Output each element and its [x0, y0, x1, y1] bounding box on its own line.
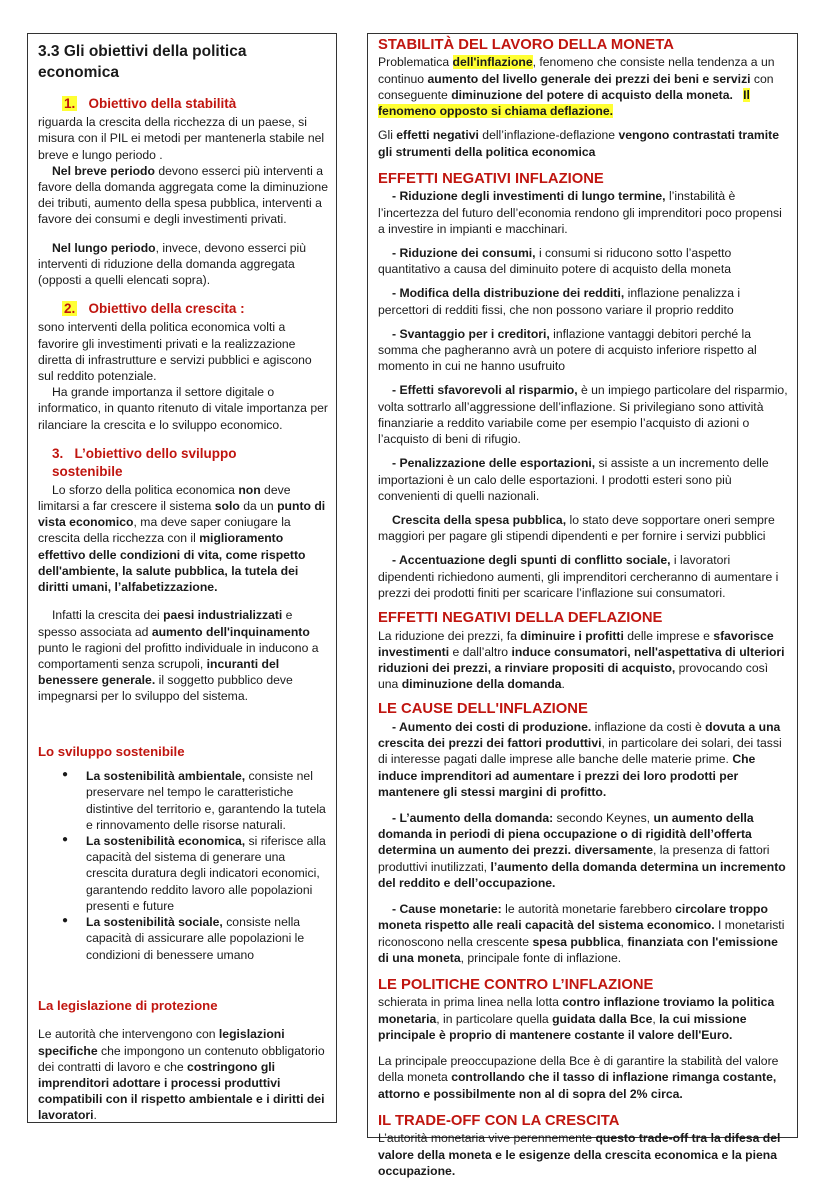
- policies-bce: La principale preoccupazione della Bce è di garantire la stabilità del valore della moneta controllando che il tasso di inflazione rimanga costante, attorno e possibilmente non al di sopra del 2% circa.: [378, 1054, 779, 1101]
- objective-2-label: Obiettivo della crescita :: [88, 301, 245, 317]
- left-column: [27, 33, 337, 1123]
- short-term-label: Nel breve periodo: [52, 163, 155, 178]
- stability-heading: STABILITÀ DEL LAVORO DELLA MONETA: [378, 37, 674, 53]
- tradeoff-text: L’autorità monetaria vive perennemente questo trade-off tra la difesa del valore della moneta e le esigenze della crescita economica e la piena occupazione.: [378, 1131, 781, 1178]
- list-item: ● La sostenibilità economica, si riferisce alla capacità del sistema di generare una crescita duratura degli indicatori economici, garantendo reddito lavoro alle popolazioni presenti e future: [86, 833, 328, 914]
- cause-demand: - L’aumento della domanda: secondo Keynes, un aumento della domanda in periodi di piena occupazione o di rigidità dell’offerta determina un aumento dei prezzi. diversamente, la presenza di fattori produttivi inutilizzati, l’aumento della domanda determina un incremento del reddito e dell’occupazione.: [378, 811, 786, 890]
- objective-3-industrial: Infatti la crescita dei paesi industrializzati e spesso associata ad aumento dell'inquinamento punto le ragioni del profitto individuale in inducono a comportamenti senza scrupoli, incuranti del benessere generale. il soggetto pubblico deve impegnarsi per lo sviluppo del sistema.: [38, 608, 319, 704]
- long-term-label: Nel lungo periodo: [52, 240, 156, 255]
- short-term-text: devono esserci più interventi a favore della domanda aggregata come la diminuzione dei tributi, aumento della spesa pubblica, interventi a favore dei consumi e degli investimenti privati.: [38, 163, 328, 227]
- objective-1-text: riguarda la crescita della ricchezza di un paese, si misura con il PIL ei metodi per mantenerla stabile nel breve e lungo periodo .: [38, 115, 325, 162]
- long-term-paragraph: [38, 240, 328, 289]
- objective-3-number: 3.: [52, 445, 64, 461]
- list-item: - Modifica della distribuzione dei redditi, inflazione penalizza i percettori di redditi fissi, che non possono variare il proprio reddito: [378, 286, 741, 317]
- policies-text: schierata in prima linea nella lotta contro inflazione troviamo la politica monetaria, in particolare quella guidata dalla Bce, la cui missione principale è proprio di mantenere costante il valore dell'Euro.: [378, 995, 775, 1042]
- list-item: - Accentuazione degli spunti di conflitto sociale, i lavoratori dipendenti richiedono aumenti, gli imprenditori cercheranno di aumentare i prezzi dei prodotti finiti per scaricare l’inflazione sui consumatori.: [378, 553, 779, 600]
- long-term-text: , invece, devono esserci più interventi di riduzione della domanda aggregata (opposti a quelli elencati sopra).: [38, 240, 306, 288]
- inflation-effects-heading: EFFETTI NEGATIVI INFLAZIONE: [378, 170, 604, 187]
- list-item: - Riduzione dei consumi, i consumi si riducono sotto l’aspetto quantitativo a causa del diminuito potere di acquisto della moneta: [378, 245, 732, 277]
- sustainable-heading: Lo sviluppo sostenibile: [38, 743, 185, 759]
- stability-text: Problematica dell'inflazione, fenomeno che consiste nella tendenza a un continuo aumento del livello generale dei prezzi dei beni e servizi con conseguente diminuzione del potere di acquisto della moneta. Il fenomeno opposto si chiama deflazione.: [378, 55, 775, 119]
- list-item: - Svantaggio per i creditori, inflazione vantaggi debitori perché la somma che pagheranno avrà un potere di acquisto inferiore rispetto al momento in cui ne hanno usufruito: [378, 326, 757, 374]
- list-item: - Penalizzazione delle esportazioni, si assiste a un incremento delle importazioni è un calo delle esportazioni. I prodotti esteri sono più convenienti di quelli nazionali.: [378, 456, 769, 503]
- legislation-text: Le autorità che intervengono con legislazioni specifiche che impongono un contenuto obbligatorio dei contratti di lavoro e che costringono gli imprenditori adottare i processi produttivi compatibili con il rispetto ambientale e i diritti dei lavoratori.: [38, 1027, 325, 1123]
- right-column: [367, 33, 798, 1178]
- objective-2-text: sono interventi della politica economica volti a favorire gli investimenti privati e la realizzazione diretta di infrastrutture e servizi pubblici e agiscono sul reddito potenziale.: [38, 320, 312, 383]
- deflation-effects-text: La riduzione dei prezzi, fa diminuire i profitti delle imprese e sfavorisce investimenti e dall’altro induce consumatori, nell'aspettativa di ulteriori riduzioni dei prezzi, a rinviare propositi di acquisto, provocando così una diminuzione della domanda.: [378, 628, 785, 692]
- deflation-effects-heading: EFFETTI NEGATIVI DELLA DEFLAZIONE: [378, 610, 663, 627]
- list-item: Crescita della spesa pubblica, lo stato deve sopportare oneri sempre maggiori per pagare gli stipendi dipendenti e per fornire i servizi pubblici: [378, 513, 775, 544]
- objective-2-number: 2.: [64, 301, 76, 317]
- objective-3-heading: [52, 445, 272, 481]
- objective-1-label: Obiettivo della stabilità: [88, 96, 237, 112]
- objective-3-text: Lo sforzo della politica economica non deve limitarsi a far crescere il sistema solo da un punto di vista economico, ma deve saper coniugare la crescita della ricchezza con il miglioramento effettivo delle condizioni di vita, come rispetto dell'ambiente, la salute pubblica, la tutela dei diritti umani, l’alfabetizzazione.: [38, 482, 326, 595]
- tradeoff-heading: IL TRADE-OFF CON LA CRESCITA: [378, 1112, 620, 1129]
- objective-2-digital: Ha grande importanza il settore digitale o informatico, in quanto ritenuto di vitale importanza per rilanciare la crescita e lo sviluppo economico.: [38, 385, 328, 432]
- objective-1-number: 1.: [64, 96, 76, 112]
- inflation-causes-heading: LE CAUSE DELL'INFLAZIONE: [378, 701, 588, 718]
- legislation-heading: La legislazione di protezione: [38, 997, 218, 1013]
- list-item: - Riduzione degli investimenti di lungo termine, l’instabilità è l’incertezza del futuro dell’economia rendono gli imprenditori poco propensi a investire in impianti e macchinari.: [378, 189, 782, 236]
- list-item: ● La sostenibilità sociale, consiste nella capacità di assicurare alle popolazioni le condizioni di benessere umano: [86, 914, 328, 963]
- cause-costs: - Aumento dei costi di produzione. inflazione da costi è dovuta a una crescita dei prezzi dei fattori produttivi, in particolare dei solari, dei tassi di interesse pagati dalle imprese alle banche delle materie prime. Che induce imprenditori ad aumentare i prezzi dei loro prodotti per mantenere gli stessi margini di profitto.: [378, 719, 782, 799]
- section-title: 3.3 Gli obiettivi della politica economica: [38, 43, 247, 81]
- list-item: ● La sostenibilità ambientale, consiste nel preservare nel tempo le caratteristiche distintive del territorio e, garantendo la tutela e rinnovamento delle risorse naturali.: [86, 768, 328, 833]
- list-item: - Effetti sfavorevoli al risparmio, è un impiego particolare del risparmio, volta sottrarlo all’aggressione dell’inflazione. Si privilegiano sono attività finanziarie a reddito variabile come per esempio l’acquisto di azioni o l’acquisto di beni di rifugio.: [378, 383, 788, 447]
- objective-2-heading: [62, 300, 328, 318]
- stability-effects: Gli effetti negativi dell’inflazione-deflazione vengono contrastati tramite gli strumenti della politica economica: [378, 128, 779, 159]
- cause-monetary: - Cause monetarie: le autorità monetarie farebbero circolare troppo moneta rispetto alle reali capacità del sistema economico. I monetaristi riconoscono nella crescente spesa pubblica, finanziata con l'emissione di una moneta, principale fonte di inflazione.: [378, 902, 785, 965]
- policies-heading: LE POLITICHE CONTRO L’INFLAZIONE: [378, 977, 654, 993]
- objective-3-label: L’obiettivo dello sviluppo sostenibile: [52, 445, 237, 479]
- sustainable-list: [38, 768, 328, 963]
- objective-1-heading: [62, 95, 328, 113]
- short-term-paragraph: [38, 163, 328, 228]
